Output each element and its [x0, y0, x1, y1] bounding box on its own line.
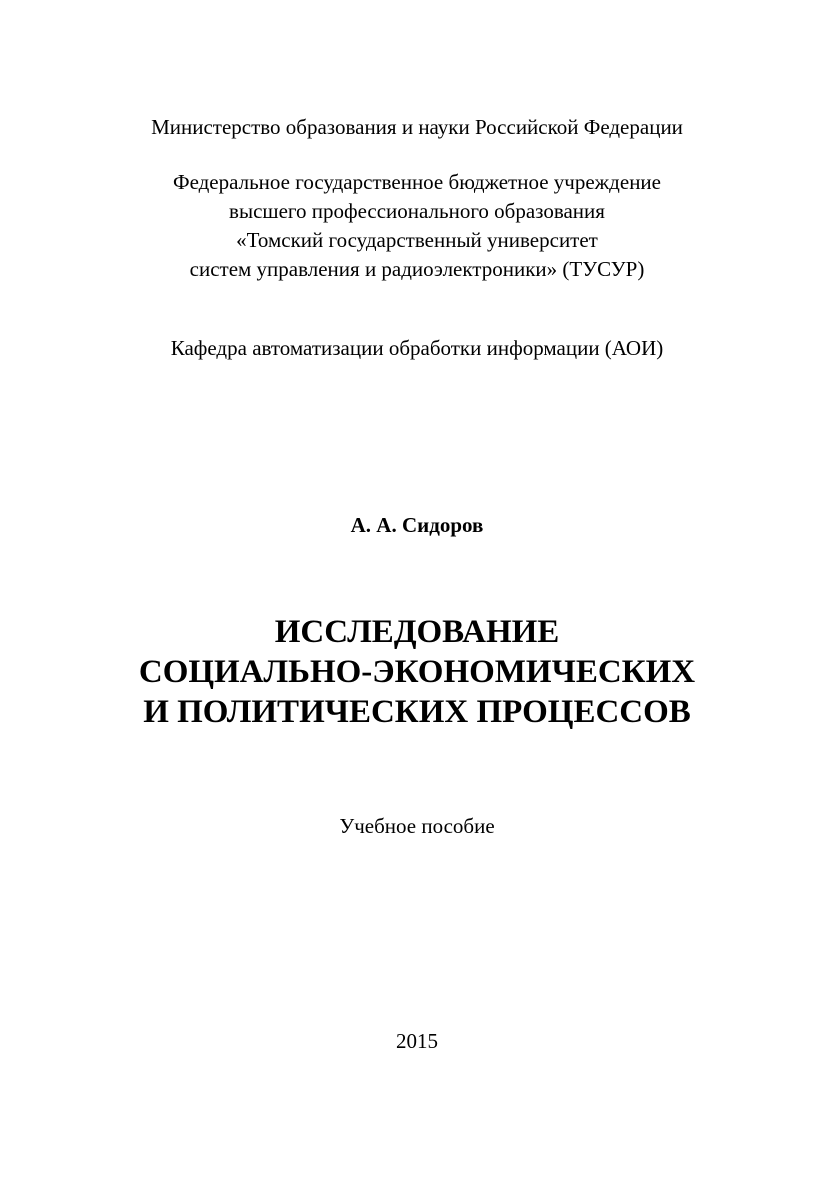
author-name: А. А. Сидоров [350, 513, 484, 537]
title-line: ИССЛЕДОВАНИЕ [274, 614, 560, 650]
document-type: Учебное пособие [339, 814, 495, 838]
institution-line: Федеральное государственное бюджетное учреждение [172, 170, 661, 194]
title-line: И ПОЛИТИЧЕСКИХ ПРОЦЕССОВ [143, 694, 691, 730]
institution-line: систем управления и радиоэлектроники» (ТУСУР) [189, 257, 645, 281]
department-line: Кафедра автоматизации обработки информации (АОИ) [170, 336, 664, 360]
ministry-line: Министерство образования и науки Российской Федерации [151, 115, 683, 139]
institution-line: высшего профессионального образования [229, 199, 605, 223]
institution-line: «Томский государственный университет [236, 228, 598, 252]
title-line: СОЦИАЛЬНО-ЭКОНОМИЧЕСКИХ [138, 654, 696, 690]
publication-year: 2015 [396, 1029, 438, 1053]
